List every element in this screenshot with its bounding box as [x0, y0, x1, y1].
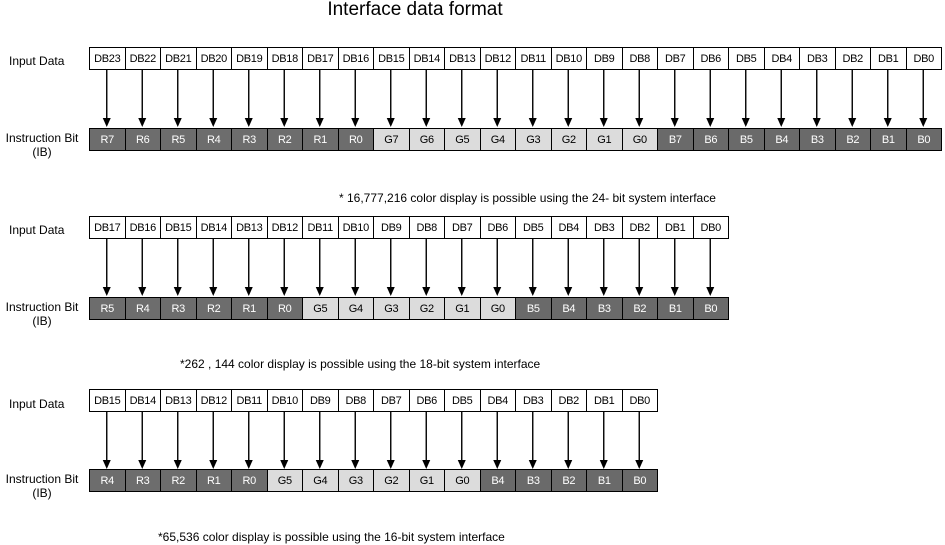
instruction-bit-cell: B7	[658, 129, 694, 150]
mapping-arrow	[706, 239, 714, 296]
arrows-svg	[89, 412, 659, 469]
mapping-arrow	[174, 70, 182, 127]
instruction-bit-cell: B3	[587, 298, 623, 319]
instruction-bit-cell: G4	[481, 129, 517, 150]
instruction-bit-cell: R3	[161, 298, 197, 319]
instruction-bit-cell: R2	[268, 129, 304, 150]
mapping-arrow	[564, 70, 572, 127]
instruction-bit-cell: R7	[90, 129, 126, 150]
mapping-arrow	[103, 239, 111, 296]
mapping-arrow	[458, 70, 466, 127]
instruction-bit-cell: B4	[765, 129, 801, 150]
input-bit-cell: DB0	[623, 390, 659, 411]
instruction-bit-cell: R2	[161, 470, 197, 491]
input-bit-cell: DB19	[232, 48, 268, 69]
mapping-arrow	[600, 412, 608, 469]
mapping-arrow	[564, 412, 572, 469]
input-bit-cell: DB4	[552, 217, 588, 238]
instruction-bit-cell: B0	[623, 470, 659, 491]
input-bit-cell: DB0	[907, 48, 943, 69]
mapping-arrow	[919, 70, 927, 127]
input-bit-cell: DB11	[303, 217, 339, 238]
instruction-bit-cell: B0	[907, 129, 943, 150]
mapping-arrow	[422, 412, 430, 469]
mapping-arrow	[138, 412, 146, 469]
input-bit-cell: DB8	[623, 48, 659, 69]
instruction-bit-cell: B2	[552, 470, 588, 491]
instruction-bit-cell: R5	[90, 298, 126, 319]
input-data-label-24bit: Input Data	[9, 54, 65, 68]
mapping-arrow	[103, 412, 111, 469]
input-bit-cell: DB11	[516, 48, 552, 69]
mapping-arrow	[529, 70, 537, 127]
mapping-arrow	[316, 239, 324, 296]
bit-mapping-arrows-18bit	[89, 239, 730, 296]
instruction-bit-cell: R0	[339, 129, 375, 150]
bit-mapping-arrows-16bit	[89, 412, 659, 469]
input-bit-cell: DB4	[765, 48, 801, 69]
mapping-arrow	[493, 239, 501, 296]
instruction-bit-cell: B2	[836, 129, 872, 150]
instruction-bit-cell: B3	[800, 129, 836, 150]
instruction-bit-cell: R3	[232, 129, 268, 150]
instruction-bit-cell: B1	[871, 129, 907, 150]
instruction-bit-cell: G0	[481, 298, 517, 319]
input-bit-cell: DB1	[658, 217, 694, 238]
mapping-arrow	[351, 70, 359, 127]
instruction-bit-cell: G6	[410, 129, 446, 150]
input-data-label-18bit: Input Data	[9, 223, 65, 237]
input-bit-cell: DB22	[126, 48, 162, 69]
input-bit-cell: DB7	[374, 390, 410, 411]
mapping-arrow	[529, 239, 537, 296]
diagram-title: Interface data format	[327, 0, 503, 20]
input-bit-cell: DB17	[90, 217, 126, 238]
instruction-bit-cell: B6	[694, 129, 730, 150]
input-bit-cell: DB7	[658, 48, 694, 69]
mapping-arrow	[351, 239, 359, 296]
input-bit-cell: DB7	[445, 217, 481, 238]
mapping-arrow	[138, 70, 146, 127]
mapping-arrow	[280, 239, 288, 296]
input-bit-cell: DB0	[694, 217, 730, 238]
input-bit-cell: DB9	[303, 390, 339, 411]
mapping-arrow	[529, 412, 537, 469]
mapping-arrow	[777, 70, 785, 127]
input-bit-cell: DB12	[481, 48, 517, 69]
input-bit-cell: DB15	[374, 48, 410, 69]
instruction-bit-label-18bit	[0, 300, 86, 328]
instruction-bit-cell: G5	[303, 298, 339, 319]
mapping-arrow	[600, 239, 608, 296]
instruction-bit-cell: G2	[374, 470, 410, 491]
mapping-arrow	[635, 239, 643, 296]
mapping-arrow	[671, 239, 679, 296]
mapping-arrow	[422, 239, 430, 296]
instruction-bit-text: Instruction Bit	[5, 300, 79, 314]
input-bit-cell: DB11	[232, 390, 268, 411]
instruction-bit-cell: R3	[126, 470, 162, 491]
input-bit-cell: DB2	[623, 217, 659, 238]
instruction-bit-cell: R4	[197, 129, 233, 150]
input-bit-cell: DB3	[587, 217, 623, 238]
input-bit-cell: DB2	[836, 48, 872, 69]
instruction-bit-text: Instruction Bit	[5, 131, 79, 145]
mapping-arrow	[209, 70, 217, 127]
instruction-bit-cell: G5	[268, 470, 304, 491]
footnote-24bit: * 16,777,216 color display is possible using the 24- bit system interface	[339, 191, 716, 205]
input-data-row-16bit	[89, 389, 658, 412]
instruction-bit-text: Instruction Bit	[5, 472, 79, 486]
instruction-bit-cell: R5	[161, 129, 197, 150]
instruction-bit-cell: R0	[232, 470, 268, 491]
arrows-svg	[89, 70, 943, 127]
mapping-arrow	[245, 70, 253, 127]
input-bit-cell: DB17	[303, 48, 339, 69]
input-bit-cell: DB14	[126, 390, 162, 411]
instruction-bit-cell: B0	[694, 298, 730, 319]
instruction-bit-cell: G3	[516, 129, 552, 150]
input-bit-cell: DB12	[268, 217, 304, 238]
input-bit-cell: DB14	[410, 48, 446, 69]
instruction-bit-cell: R6	[126, 129, 162, 150]
input-bit-cell: DB15	[90, 390, 126, 411]
instruction-bit-cell: B5	[516, 298, 552, 319]
input-bit-cell: DB13	[161, 390, 197, 411]
mapping-arrow	[387, 70, 395, 127]
mapping-arrow	[316, 412, 324, 469]
mapping-arrow	[280, 412, 288, 469]
mapping-arrow	[884, 70, 892, 127]
input-data-row-18bit	[89, 216, 729, 239]
input-bit-cell: DB3	[800, 48, 836, 69]
mapping-arrow	[174, 412, 182, 469]
input-bit-cell: DB3	[516, 390, 552, 411]
instruction-bit-abbr: (IB)	[32, 145, 52, 159]
input-bit-cell: DB2	[552, 390, 588, 411]
mapping-arrow	[245, 239, 253, 296]
instruction-bit-cell: G2	[552, 129, 588, 150]
mapping-arrow	[422, 70, 430, 127]
input-bit-cell: DB10	[339, 217, 375, 238]
input-bit-cell: DB21	[161, 48, 197, 69]
input-bit-cell: DB1	[871, 48, 907, 69]
input-bit-cell: DB23	[90, 48, 126, 69]
mapping-arrow	[280, 70, 288, 127]
input-bit-cell: DB8	[339, 390, 375, 411]
instruction-bit-abbr: (IB)	[32, 486, 52, 500]
input-bit-cell: DB15	[161, 217, 197, 238]
mapping-arrow	[103, 70, 111, 127]
mapping-arrow	[635, 70, 643, 127]
instruction-bit-cell: R4	[90, 470, 126, 491]
mapping-arrow	[458, 412, 466, 469]
mapping-arrow	[209, 412, 217, 469]
mapping-arrow	[387, 412, 395, 469]
mapping-arrow	[174, 239, 182, 296]
instruction-bit-cell: G0	[445, 470, 481, 491]
mapping-arrow	[564, 239, 572, 296]
mapping-arrow	[813, 70, 821, 127]
instruction-bit-label-24bit	[0, 131, 86, 159]
mapping-arrow	[493, 70, 501, 127]
input-bit-cell: DB9	[587, 48, 623, 69]
instruction-bit-abbr: (IB)	[32, 314, 52, 328]
instruction-bit-cell: R2	[197, 298, 233, 319]
mapping-arrow	[138, 239, 146, 296]
mapping-arrow	[458, 239, 466, 296]
instruction-bit-cell: B4	[552, 298, 588, 319]
instruction-bit-cell: B2	[623, 298, 659, 319]
instruction-bit-cell: G2	[410, 298, 446, 319]
instruction-bit-cell: G3	[339, 470, 375, 491]
mapping-arrow	[387, 239, 395, 296]
input-bit-cell: DB10	[552, 48, 588, 69]
instruction-bit-cell: G4	[303, 470, 339, 491]
input-bit-cell: DB8	[410, 217, 446, 238]
input-bit-cell: DB12	[197, 390, 233, 411]
instruction-bit-cell: B1	[658, 298, 694, 319]
mapping-arrow	[742, 70, 750, 127]
input-bit-cell: DB16	[339, 48, 375, 69]
input-bit-cell: DB13	[445, 48, 481, 69]
input-bit-cell: DB1	[587, 390, 623, 411]
mapping-arrow	[316, 70, 324, 127]
input-bit-cell: DB14	[197, 217, 233, 238]
input-data-row-24bit	[89, 47, 942, 70]
instruction-bit-cell: G1	[445, 298, 481, 319]
input-bit-cell: DB6	[410, 390, 446, 411]
instruction-bit-row-24bit	[89, 128, 942, 151]
input-bit-cell: DB9	[374, 217, 410, 238]
mapping-arrow	[493, 412, 501, 469]
mapping-arrow	[706, 70, 714, 127]
mapping-arrow	[209, 239, 217, 296]
instruction-bit-label-16bit	[0, 472, 86, 500]
footnote-16bit: *65,536 color display is possible using the 16-bit system interface	[158, 530, 505, 544]
mapping-arrow	[848, 70, 856, 127]
instruction-bit-row-16bit	[89, 469, 658, 492]
instruction-bit-cell: R0	[268, 298, 304, 319]
instruction-bit-cell: B5	[729, 129, 765, 150]
input-data-label-16bit: Input Data	[9, 397, 65, 411]
instruction-bit-cell: B1	[587, 470, 623, 491]
instruction-bit-cell: G0	[623, 129, 659, 150]
mapping-arrow	[351, 412, 359, 469]
mapping-arrow	[600, 70, 608, 127]
instruction-bit-cell: R1	[197, 470, 233, 491]
instruction-bit-cell: G7	[374, 129, 410, 150]
input-bit-cell: DB20	[197, 48, 233, 69]
mapping-arrow	[245, 412, 253, 469]
input-bit-cell: DB4	[481, 390, 517, 411]
footnote-18bit: *262 , 144 color display is possible using the 18-bit system interface	[180, 357, 541, 371]
input-bit-cell: DB16	[126, 217, 162, 238]
input-bit-cell: DB6	[694, 48, 730, 69]
input-bit-cell: DB5	[516, 217, 552, 238]
instruction-bit-cell: G3	[374, 298, 410, 319]
instruction-bit-cell: R1	[303, 129, 339, 150]
instruction-bit-cell: G5	[445, 129, 481, 150]
instruction-bit-row-18bit	[89, 297, 729, 320]
input-bit-cell: DB6	[481, 217, 517, 238]
input-bit-cell: DB5	[729, 48, 765, 69]
mapping-arrow	[671, 70, 679, 127]
arrows-svg	[89, 239, 730, 296]
input-bit-cell: DB13	[232, 217, 268, 238]
instruction-bit-cell: G1	[410, 470, 446, 491]
instruction-bit-cell: G1	[587, 129, 623, 150]
mapping-arrow	[635, 412, 643, 469]
bit-mapping-arrows-24bit	[89, 70, 943, 127]
instruction-bit-cell: G4	[339, 298, 375, 319]
input-bit-cell: DB18	[268, 48, 304, 69]
instruction-bit-cell: B4	[481, 470, 517, 491]
input-bit-cell: DB5	[445, 390, 481, 411]
instruction-bit-cell: R4	[126, 298, 162, 319]
instruction-bit-cell: R1	[232, 298, 268, 319]
input-bit-cell: DB10	[268, 390, 304, 411]
instruction-bit-cell: B3	[516, 470, 552, 491]
